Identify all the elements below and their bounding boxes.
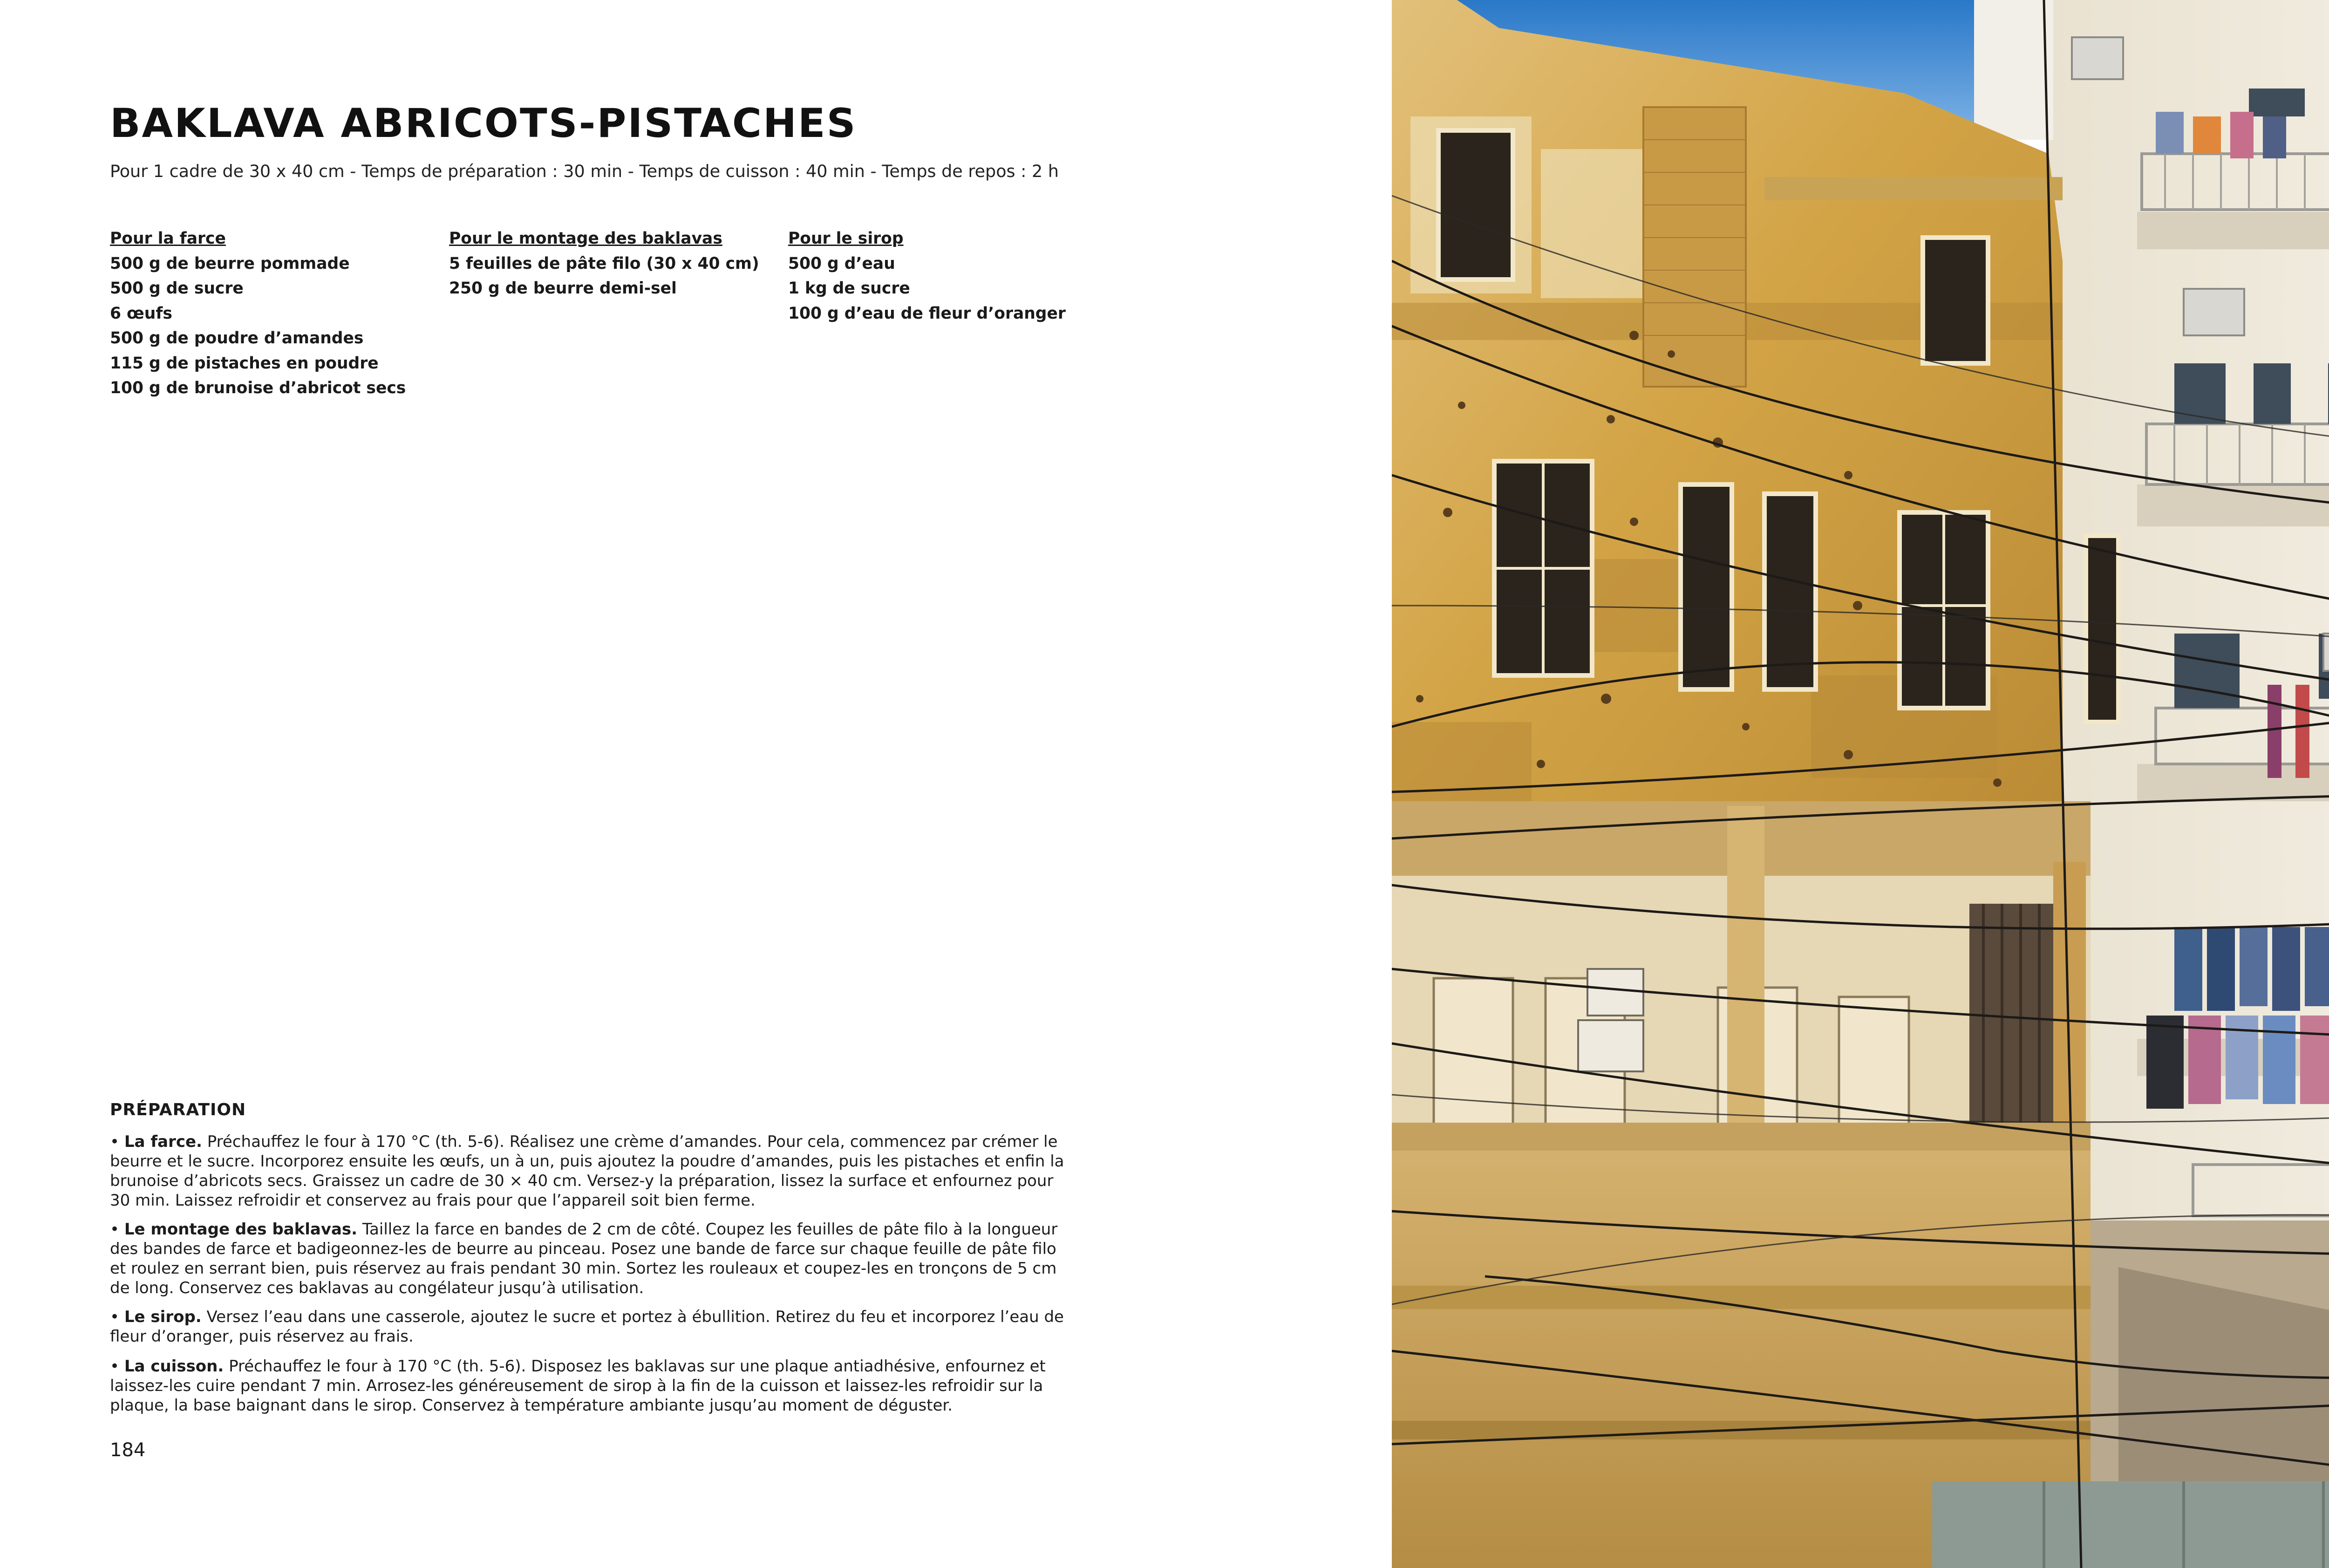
ingredients-heading: Pour le sirop xyxy=(788,229,904,248)
ingredient-item: 1 kg de sucre xyxy=(788,279,910,298)
ingredients-heading: Pour le montage des baklavas xyxy=(449,229,722,248)
step-text: Préchauffez le four à 170 °C (th. 5-6). Réalisez une crème d’amandes. Pour cela, commencez par crémer le beurre et le sucre. Incorporez ensuite les œufs, un à un, puis ajoutez la poudre d’amandes, puis les pistaches et enfin la brunoise d’abricots secs. Graissez un cadre de 30 × 40 cm. Versez-y la préparation, lissez la surface et enfournez pour 30 min. Laissez refroidir et conservez au frais pour que l’appareil soit bien ferme. xyxy=(110,1132,1064,1210)
ingredient-item: 100 g de brunoise d’abricot secs xyxy=(110,379,406,397)
page-number: 184 xyxy=(110,1439,146,1461)
ingredients-sirop xyxy=(788,226,1114,326)
ingredient-item: 500 g de poudre d’amandes xyxy=(110,329,364,348)
wall-ac-units xyxy=(1578,969,1643,1071)
step-text: Taillez la farce en bandes de 2 cm de côté. Coupez les feuilles de pâte filo à la longueur des bandes de farce et badigeonnez-les de beurre au pinceau. Posez une bande de farce sur chaque feuille de pâte filo et roulez en serrant bien, puis réservez au frais pendant 30 min. Sortez les rouleaux et coupez-les en tronçons de 5 cm de long. Conservez ces baklavas au congélateur jusqu’à utilisation. xyxy=(110,1220,1058,1297)
ledge xyxy=(1392,1123,2091,1151)
step-bullet: • xyxy=(110,1132,120,1151)
ingredient-item: 500 g d’eau xyxy=(788,254,895,273)
preparation-step xyxy=(110,1307,1069,1346)
step-bullet: • xyxy=(110,1357,120,1376)
step-text: Préchauffez le four à 170 °C (th. 5-6). Disposez les baklavas sur une plaque antiadhésive, enfournez et laissez-les cuire pendant 7 min. Arrosez-les généreusement de sirop à la fin de la cuisson et laissez-les refroidir sur la plaque, la base baignant dans le sirop. Conservez à température ambiante jusqu’au moment de déguster. xyxy=(110,1357,1046,1415)
ingredient-item: 5 feuilles de pâte filo (30 x 40 cm) xyxy=(449,254,759,273)
preparation-step xyxy=(110,1132,1069,1210)
building-photo-illustration xyxy=(1392,0,2329,1568)
step-label: Le montage des baklavas. xyxy=(124,1220,358,1239)
step-label: La cuisson. xyxy=(124,1357,224,1376)
ingredient-item: 500 g de sucre xyxy=(110,279,244,298)
shutter xyxy=(1932,1481,2329,1568)
recipe-subtitle: Pour 1 cadre de 30 x 40 cm - Temps de préparation : 30 min - Temps de cuisson : 40 min - Temps de repos : 2 h xyxy=(110,161,1059,181)
step-label: La farce. xyxy=(124,1132,202,1151)
ingredient-item: 500 g de beurre pommade xyxy=(110,254,350,273)
ingredient-item: 6 œufs xyxy=(110,304,172,323)
ingredients-montage xyxy=(449,226,775,301)
preparation-step xyxy=(110,1357,1069,1415)
step-bullet: • xyxy=(110,1308,120,1326)
preparation-step xyxy=(110,1220,1069,1298)
ingredient-item: 100 g d’eau de fleur d’oranger xyxy=(788,304,1066,323)
brick-column xyxy=(1643,107,1746,387)
ingredients-heading: Pour la farce xyxy=(110,229,226,248)
ingredient-item: 250 g de beurre demi-sel xyxy=(449,279,677,298)
preparation-heading: PRÉPARATION xyxy=(110,1100,246,1119)
step-bullet: • xyxy=(110,1220,120,1239)
recipe-title: BAKLAVA ABRICOTS-PISTACHES xyxy=(110,100,857,147)
ingredients-farce xyxy=(110,226,436,401)
ingredient-item: 115 g de pistaches en poudre xyxy=(110,354,379,373)
step-label: Le sirop. xyxy=(124,1308,202,1326)
step-text: Versez l’eau dans une casserole, ajoutez le sucre et portez à ébullition. Retirez du feu et incorporez l’eau de fleur d’oranger, puis réservez au frais. xyxy=(110,1308,1064,1346)
building-photo xyxy=(1392,0,2329,1568)
roof-ledge xyxy=(1764,177,2063,200)
